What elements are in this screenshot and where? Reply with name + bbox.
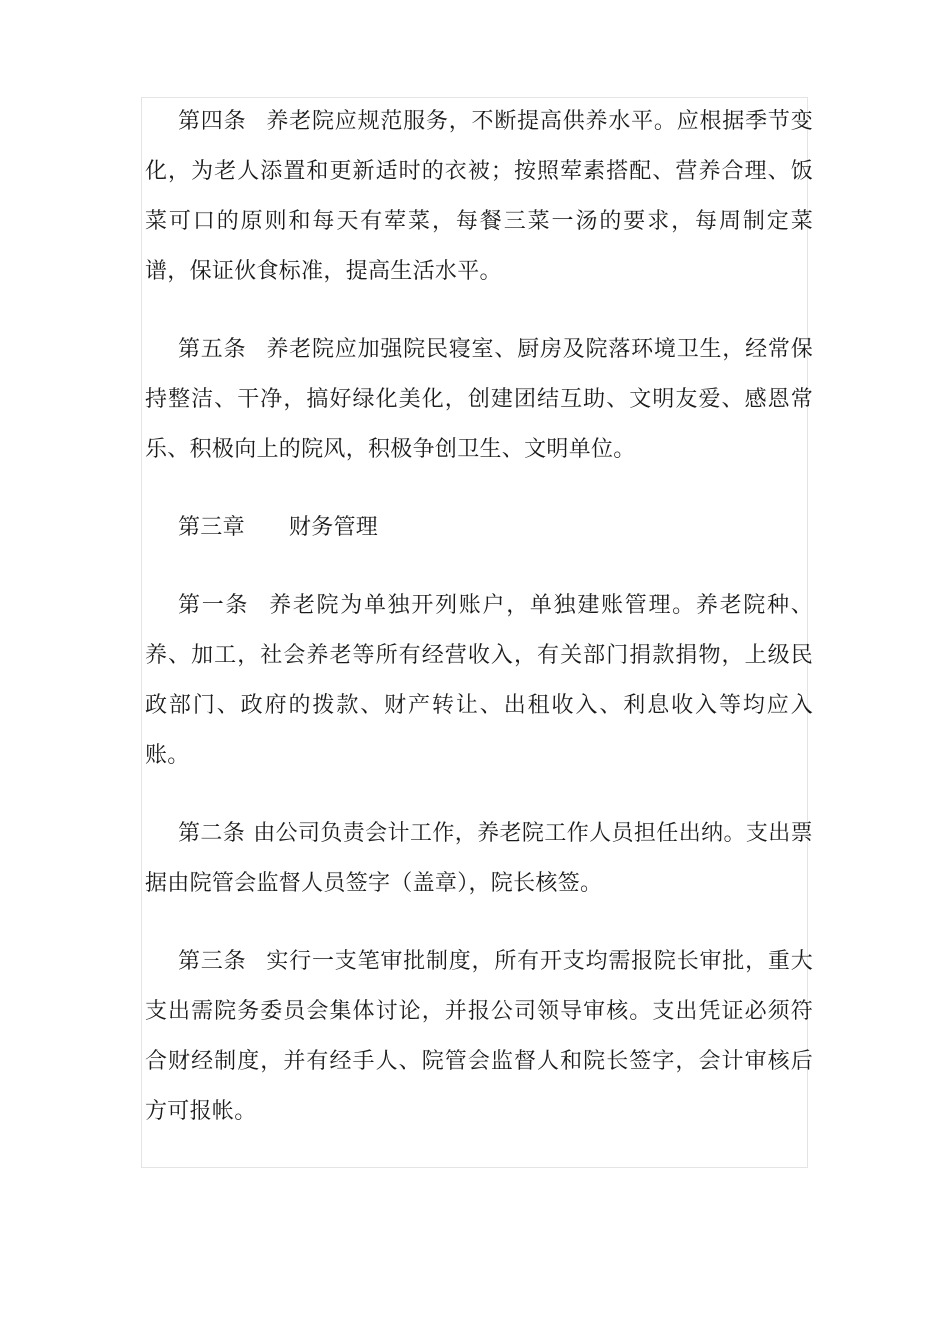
article-label: 第三条: [178, 949, 247, 974]
article-text: 养老院应规范服务，不断提高供养水平。应根据季节变化，为老人添置和更新适时的衣被；按照荤素搭配、营养合理、饭菜可口的原则和每天有荤菜，每餐三菜一汤的要求，每周制定菜谱，保证伙食标准，提高生活水平。: [145, 109, 813, 284]
article-label: 第二条: [178, 821, 246, 846]
chapter-label: 第三章: [178, 515, 245, 540]
article-text: 养老院为单独开列账户，单独建账管理。养老院种、养、加工，社会养老等所有经营收入，有关部门捐款捐物，上级民政部门、政府的拨款、财产转让、出租收入、利息收入等均应入账。: [145, 593, 813, 768]
article-text: 实行一支笔审批制度，所有开支均需报院长审批，重大支出需院务委员会集体讨论，并报公司领导审核。支出凭证必须符合财经制度，并有经手人、院管会监督人和院长签字，会计审核后方可报帐。: [145, 949, 813, 1124]
article-text: 养老院应加强院民寝室、厨房及院落环境卫生，经常保持整洁、干净，搞好绿化美化，创建团结互助、文明友爱、感恩常乐、积极向上的院风，积极争创卫生、文明单位。: [145, 337, 813, 462]
article-label: 第五条: [178, 337, 247, 362]
article-text: 由公司负责会计工作，养老院工作人员担任出纳。支出票据由院管会监督人员签字（盖章），院长核签。: [145, 821, 813, 896]
chapter-title: 财务管理: [288, 515, 379, 540]
article-5-paragraph: [145, 325, 813, 475]
article-label: 第四条: [178, 109, 247, 134]
article-4-paragraph: [145, 97, 813, 297]
chapter-3-heading: [145, 503, 813, 553]
article-1-paragraph: [145, 581, 813, 781]
article-2-paragraph: [145, 809, 813, 909]
document-body: [145, 97, 813, 1137]
article-label: 第一条: [178, 593, 250, 618]
article-3-paragraph: [145, 937, 813, 1137]
